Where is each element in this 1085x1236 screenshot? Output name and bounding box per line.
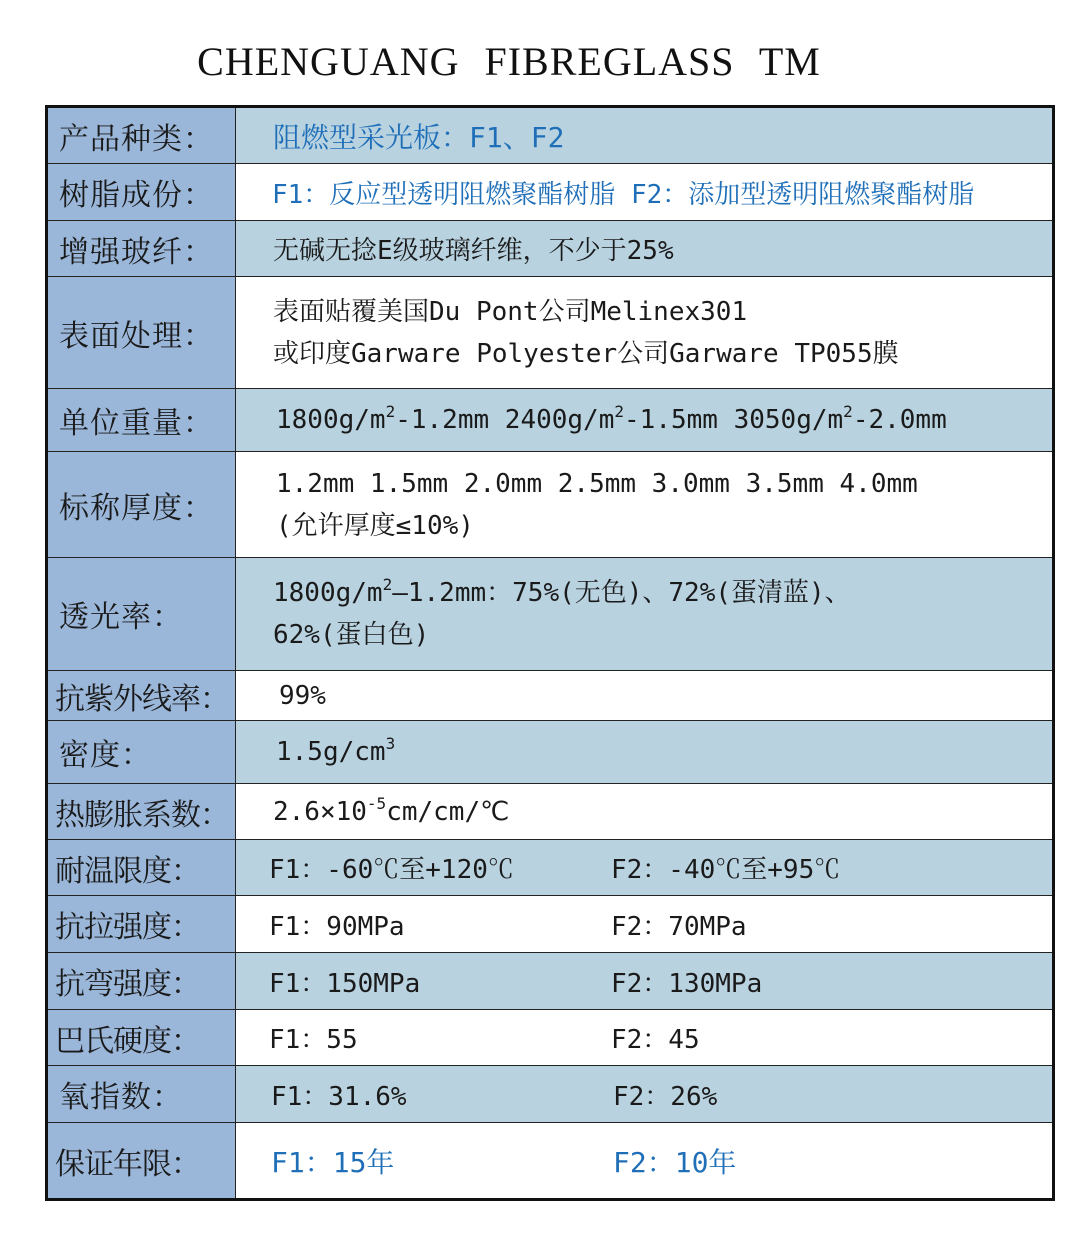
value-line: 1.2mm 1.5mm 2.0mm 2.5mm 3.0mm 3.5mm 4.0mm xyxy=(276,468,918,499)
page-title: CHENGUANG FIBREGLASS TM xyxy=(197,39,821,84)
row-value xyxy=(236,452,1054,558)
row-label: 树脂成份： xyxy=(47,164,236,221)
row-label: 保证年限： xyxy=(47,1123,236,1200)
superscript: -5 xyxy=(366,793,387,813)
table-row xyxy=(47,953,1054,1010)
table-row xyxy=(47,1066,1054,1123)
value-text: 1800g/m xyxy=(273,578,383,608)
row-value: 无碱无捻E级玻璃纤维，不少于25% xyxy=(236,221,1054,277)
f1-value: F1：15年 xyxy=(271,1145,395,1179)
row-value xyxy=(236,953,1054,1010)
row-label: 耐温限度： xyxy=(47,840,236,896)
f2-value: F2：-40℃至+95℃ xyxy=(611,855,841,885)
row-value xyxy=(236,840,1054,896)
f1-value: F1：90MPa xyxy=(269,911,405,942)
row-value: F1：反应型透明阻燃聚酯树脂 F2：添加型透明阻燃聚酯树脂 xyxy=(236,164,1054,221)
row-label: 氧指数： xyxy=(47,1066,236,1123)
row-value: 99% xyxy=(236,671,1054,721)
value-line: 62%(蛋白色) xyxy=(273,620,430,650)
superscript: 2 xyxy=(385,402,396,421)
row-label: 透光率： xyxy=(47,558,236,671)
f2-value: F2：26% xyxy=(613,1081,718,1112)
value-text: cm/cm/℃ xyxy=(386,796,510,827)
f2-value: F2：130MPa xyxy=(611,968,763,999)
value-line: (允许厚度≤10%) xyxy=(276,510,474,541)
row-value xyxy=(236,558,1054,671)
f1-value: F1：-60℃至+120℃ xyxy=(269,855,514,885)
table-row xyxy=(47,1123,1054,1200)
table-row xyxy=(47,671,1054,721)
row-value: 阻燃型采光板：F1、F2 xyxy=(236,107,1054,164)
superscript: 3 xyxy=(385,734,396,753)
table-row xyxy=(47,721,1054,784)
value-text: -1.5mm 3050g/m xyxy=(624,405,844,435)
row-value xyxy=(236,896,1054,953)
row-value xyxy=(236,389,1054,452)
row-label: 产品种类： xyxy=(47,107,236,164)
f1-value: F1：55 xyxy=(269,1025,358,1055)
table-row xyxy=(47,558,1054,671)
value-line xyxy=(273,572,1052,614)
row-label: 抗拉强度： xyxy=(47,896,236,953)
table-row xyxy=(47,221,1054,277)
f2-value: F2：70MPa xyxy=(611,911,747,942)
table-row xyxy=(47,896,1054,953)
table-row xyxy=(47,107,1054,164)
value-text: —1.2mm：75%(无色)、72%(蛋清蓝)、 xyxy=(392,578,851,608)
table-row xyxy=(47,389,1054,452)
table-row xyxy=(47,840,1054,896)
row-label: 抗紫外线率： xyxy=(47,671,236,721)
value-line: 表面贴覆美国Du Pont公司Melinex301 xyxy=(273,296,748,327)
value-text: 1.5g/cm xyxy=(276,737,386,767)
value-text: 1800g/m xyxy=(276,405,386,435)
row-label: 表面处理： xyxy=(47,277,236,389)
table-row xyxy=(47,277,1054,389)
superscript: 2 xyxy=(382,575,393,594)
row-label: 标称厚度： xyxy=(47,452,236,558)
value-text: -1.2mm 2400g/m xyxy=(395,405,615,435)
row-value xyxy=(236,1010,1054,1066)
row-value xyxy=(236,1123,1054,1200)
superscript: 2 xyxy=(843,402,853,421)
f2-value: F2：45 xyxy=(611,1025,700,1055)
f1-value: F1：31.6% xyxy=(271,1081,407,1112)
table-row xyxy=(47,164,1054,221)
row-value xyxy=(236,277,1054,389)
f2-value: F2：10年 xyxy=(613,1145,737,1179)
row-label: 增强玻纤： xyxy=(47,221,236,277)
spec-table xyxy=(45,105,1055,1201)
value-text: 2.6×10 xyxy=(273,796,367,827)
row-value xyxy=(236,721,1054,784)
table-row xyxy=(47,784,1054,840)
row-label: 抗弯强度： xyxy=(47,953,236,1010)
row-label: 热膨胀系数： xyxy=(47,784,236,840)
value-text: -2.0mm xyxy=(852,405,947,435)
row-value xyxy=(236,784,1054,840)
row-label: 密度： xyxy=(47,721,236,784)
row-value xyxy=(236,1066,1054,1123)
row-label: 单位重量： xyxy=(47,389,236,452)
table-row xyxy=(47,1010,1054,1066)
table-row xyxy=(47,452,1054,558)
f1-value: F1：150MPa xyxy=(269,968,421,999)
row-label: 巴氏硬度： xyxy=(47,1010,236,1066)
superscript: 2 xyxy=(614,402,625,421)
value-line: 或印度Garware Polyester公司Garware TP055膜 xyxy=(273,338,899,369)
